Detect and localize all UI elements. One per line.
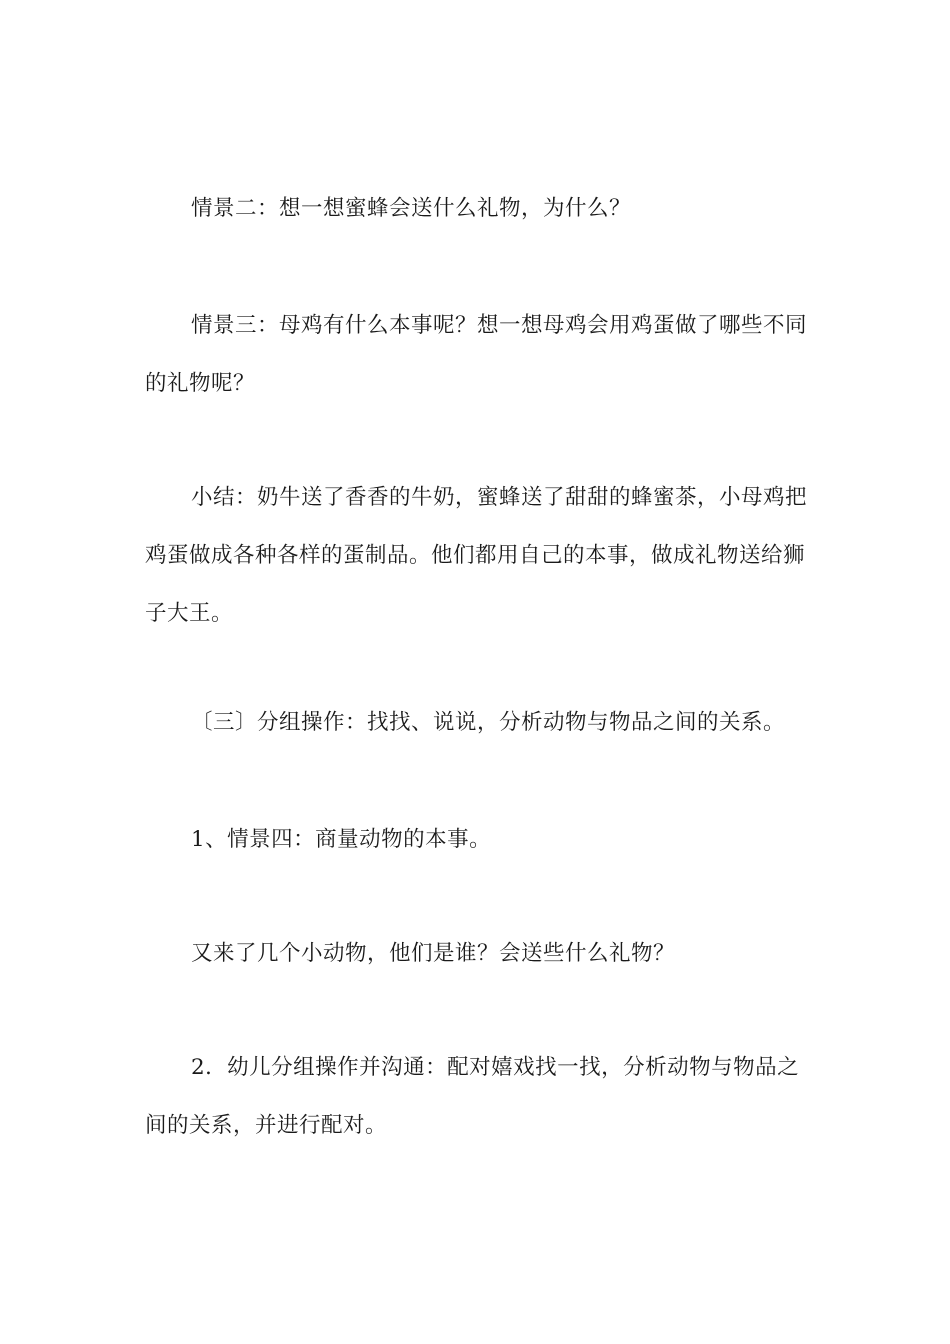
- paragraph-scene-two: 情景二：想一想蜜蜂会送什么礼物，为什么？: [191, 196, 632, 221]
- paragraph-scene-four: 1、情景四：商量动物的本事。: [191, 827, 492, 852]
- paragraph-more-animals: 又来了几个小动物，他们是谁？会送些什么礼物？: [191, 941, 676, 966]
- paragraph-group-activity: 2．幼儿分组操作并沟通：配对嬉戏找一找，分析动物与物品之间的关系，并进行配对。: [145, 1055, 800, 1138]
- paragraph-section-three: 〔三〕分组操作：找找、说说，分析动物与物品之间的关系。: [191, 710, 786, 735]
- paragraph-scene-three: 情景三：母鸡有什么本事呢？想一想母鸡会用鸡蛋做了哪些不同的礼物呢？: [145, 313, 808, 396]
- paragraph-summary: 小结：奶牛送了香香的牛奶，蜜蜂送了甜甜的蜂蜜茶，小母鸡把鸡蛋做成各种各样的蛋制品。他们都用自己的本事，做成礼物送给狮子大王。: [145, 485, 808, 626]
